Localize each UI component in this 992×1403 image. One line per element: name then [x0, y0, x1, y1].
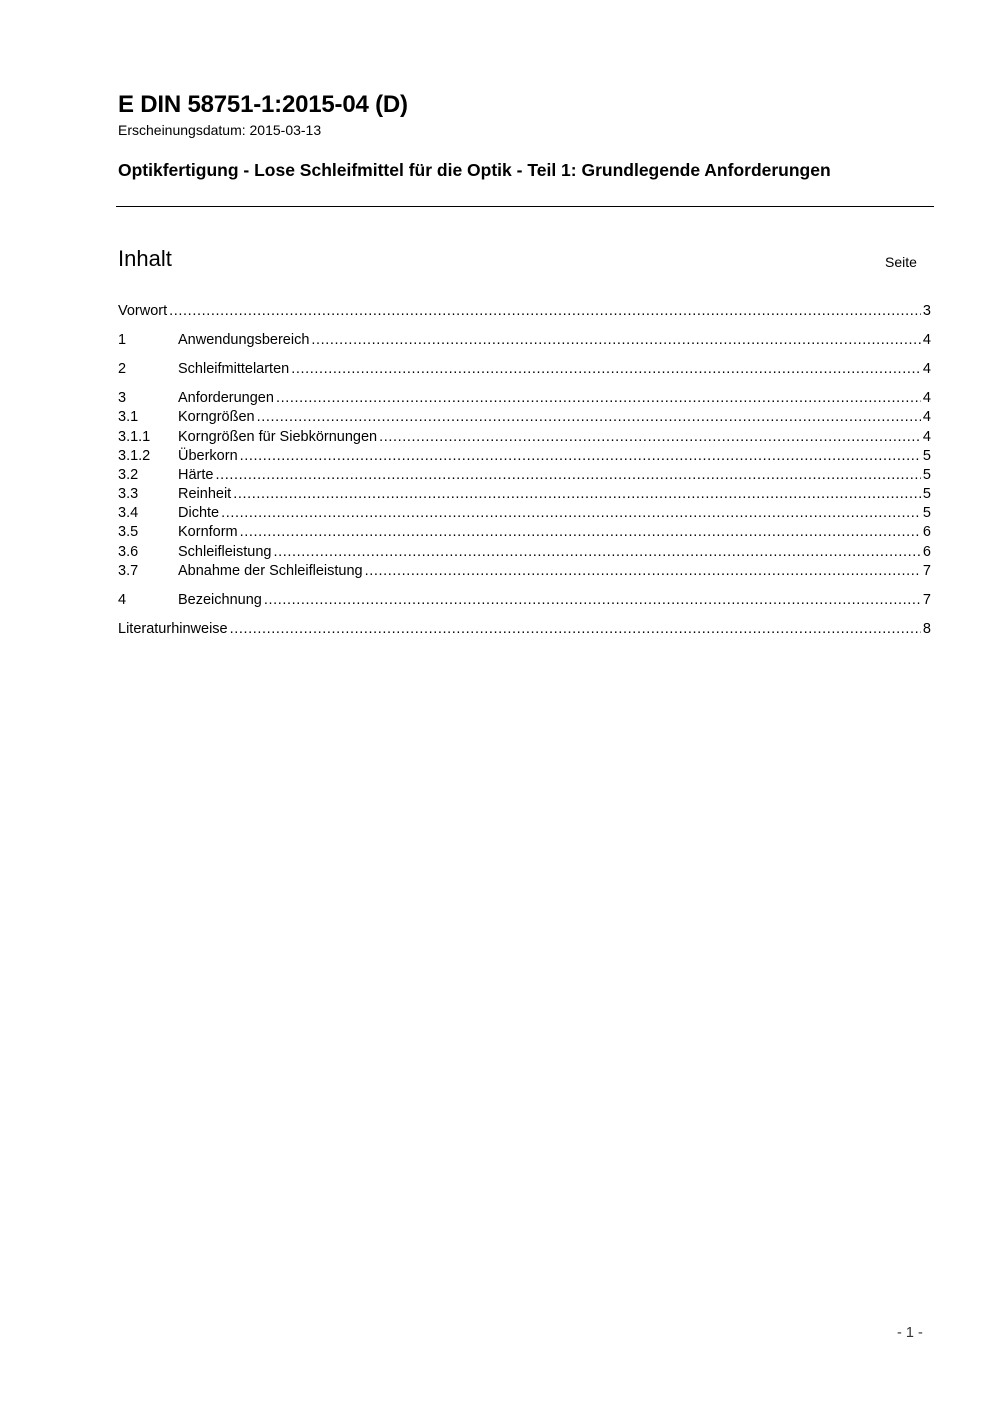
toc-entry-page: 5	[922, 505, 931, 521]
toc-dot-leader	[379, 428, 921, 447]
toc-entry-title: Härte	[178, 467, 214, 483]
toc-entry-number: 3.2	[118, 467, 139, 483]
toc-entry-title: Schleifmittelarten	[178, 361, 290, 377]
toc-entry-number: 3.1	[118, 409, 139, 425]
toc-entry-page: 5	[922, 448, 931, 464]
toc-entry-page: 3	[922, 303, 931, 319]
toc-entry-3-3[interactable]	[118, 485, 931, 504]
toc-dot-leader	[230, 620, 921, 639]
toc-entry-number: 1	[118, 332, 127, 348]
toc-entry-2[interactable]	[118, 360, 931, 379]
toc-entry-1[interactable]	[118, 331, 931, 350]
toc-entry-number: 4	[118, 592, 127, 608]
toc-entry-title: Anwendungsbereich	[178, 332, 310, 348]
toc-dot-leader	[240, 523, 921, 542]
toc-entry-page: 7	[922, 592, 931, 608]
toc-dot-leader	[274, 543, 921, 562]
toc-entry-3-1-1[interactable]	[118, 428, 931, 447]
toc-dot-leader	[221, 504, 921, 523]
toc-entry-page: 5	[922, 467, 931, 483]
toc-entry-3-2[interactable]	[118, 466, 931, 485]
toc-entry-3-1-2[interactable]	[118, 447, 931, 466]
toc-dot-leader	[291, 360, 921, 379]
toc-entry-title: Schleifleistung	[178, 544, 272, 560]
toc-entry-number: 3.1.2	[118, 448, 151, 464]
toc-entry-page: 4	[922, 361, 931, 377]
document-title: Optikfertigung - Lose Schleifmittel für die Optik - Teil 1: Grundlegende Anforderungen	[118, 160, 831, 180]
document-number: E DIN 58751-1:2015-04 (D)	[118, 91, 408, 118]
toc-entry-page: 4	[922, 409, 931, 425]
toc-entry-title: Korngrößen für Siebkörnungen	[178, 429, 378, 445]
page-number: - 1 -	[897, 1325, 923, 1341]
toc-entry-page: 4	[922, 390, 931, 406]
toc-entry-page: 7	[922, 563, 931, 579]
toc-entry-title: Literaturhinweise	[118, 621, 228, 637]
toc-entry-page: 6	[922, 544, 931, 560]
title-divider	[116, 206, 934, 207]
toc-dot-leader	[276, 389, 921, 408]
toc-dot-leader	[169, 302, 921, 321]
toc-entry-4[interactable]	[118, 591, 931, 610]
toc-entry-title: Vorwort	[118, 303, 168, 319]
toc-entry-page: 4	[922, 429, 931, 445]
toc-dot-leader	[311, 331, 921, 350]
toc-entry-page: 4	[922, 332, 931, 348]
toc-dot-leader	[365, 562, 921, 581]
toc-entry-title: Bezeichnung	[178, 592, 262, 608]
toc-entry-page: 8	[922, 621, 931, 637]
toc-entry-number: 3.3	[118, 486, 139, 502]
toc-entry-title: Überkorn	[178, 448, 238, 464]
toc-dot-leader	[240, 447, 921, 466]
toc-dot-leader	[257, 408, 921, 427]
toc-dot-leader	[264, 591, 921, 610]
toc-entry-3-7[interactable]	[118, 562, 931, 581]
toc-entry-title: Reinheit	[178, 486, 232, 502]
toc-entry-page: 5	[922, 486, 931, 502]
toc-page-column-label: Seite	[885, 254, 917, 270]
toc-entry-3-6[interactable]	[118, 543, 931, 562]
toc-entry-3-4[interactable]	[118, 504, 931, 523]
toc-entry-page: 6	[922, 524, 931, 540]
toc-entry-number: 3.4	[118, 505, 139, 521]
toc-entry-3-5[interactable]	[118, 523, 931, 542]
toc-dot-leader	[215, 466, 920, 485]
toc-entry-3[interactable]	[118, 389, 931, 408]
toc-entry-title: Kornform	[178, 524, 238, 540]
toc-entry-title: Korngrößen	[178, 409, 255, 425]
toc-entry-title: Anforderungen	[178, 390, 274, 406]
toc-dot-leader	[233, 485, 921, 504]
toc-entry-number: 3.6	[118, 544, 139, 560]
toc-entry-title: Abnahme der Schleifleistung	[178, 563, 363, 579]
toc-entry-number: 3.1.1	[118, 429, 151, 445]
toc-entry-3-1[interactable]	[118, 408, 931, 427]
toc-entry-number: 2	[118, 361, 127, 377]
toc-entry-number: 3.5	[118, 524, 139, 540]
toc-entry-number: 3.7	[118, 563, 139, 579]
toc-entry-vorwort[interactable]	[118, 302, 931, 321]
toc-heading: Inhalt	[118, 246, 172, 271]
toc-entry-title: Dichte	[178, 505, 220, 521]
toc-entry-literaturhinweise[interactable]	[118, 620, 931, 639]
toc-entry-number: 3	[118, 390, 127, 406]
publication-date: Erscheinungsdatum: 2015-03-13	[118, 122, 322, 138]
